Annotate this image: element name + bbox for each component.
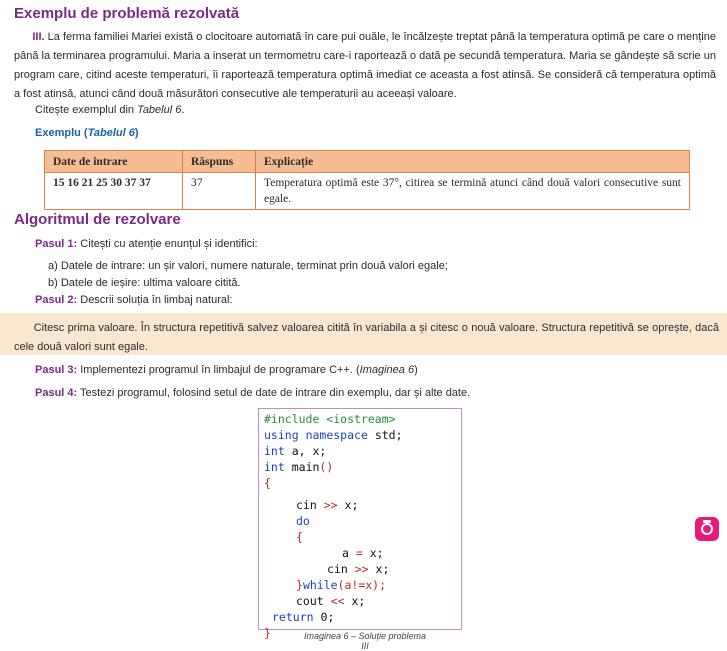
code-kw: int (264, 460, 285, 474)
algorithm-heading: Algoritmul de rezolvare (14, 211, 181, 228)
code-id: main (291, 460, 320, 474)
problem-number: III. (32, 31, 45, 43)
read-example-suffix: . (181, 104, 185, 116)
step-1 (35, 237, 258, 251)
code-line (296, 593, 365, 609)
code-id: std; (374, 428, 403, 442)
code-op: { (296, 530, 303, 544)
code-line (342, 545, 384, 561)
code-op: = (355, 546, 363, 560)
step-2-label: Pasul 2: (35, 294, 78, 306)
code-id: cout (296, 594, 324, 608)
code-line (272, 609, 334, 625)
code-op: << (330, 594, 345, 608)
table-header-row (45, 151, 690, 173)
code-id: cin (327, 562, 348, 576)
natural-language-band (0, 313, 727, 355)
section-title: Exemplu de problemă rezolvată (14, 5, 240, 22)
image-ref: Imaginea 6 (359, 364, 415, 376)
step-1-text: Citești cu atenție enunțul și identifici: (80, 238, 258, 250)
table-row (45, 173, 690, 210)
code-line (296, 529, 303, 545)
code-op: { (264, 476, 271, 490)
problem-text: La ferma familiei Mariei există o clocitoare automată în care pui ouăle, le încălzește treptat până la temperatura optimă pe care o menține până la terminarea programului. Maria a inserat un termometru care-i raportează o dată pe secundă temperatura. Maria se gândește să scrie un program care, citind aceste temperaturi, îi raportează temperatura optimă imediat ce aceasta a fost atinsă. Se consideră că temperatura optimă a fost atinsă, atunci când două măsurători consecutive ale temperaturii au aceeași valoare. (14, 31, 716, 100)
step-2-text: Descrii soluția în limbaj natural: (80, 294, 233, 306)
step-3-suffix: ) (414, 364, 418, 376)
code-id: a (342, 546, 349, 560)
step-3-label: Pasul 3: (35, 364, 78, 376)
code-kw: namespace (305, 428, 368, 442)
code-kw: while (302, 578, 338, 592)
code-op: >> (323, 498, 338, 512)
step-4 (35, 386, 470, 400)
cell-input: 15 16 21 25 30 37 37 (45, 173, 183, 210)
step-4-text: Testezi programul, folosind setul de date de intrare din exemplu, dar și alte date. (80, 387, 471, 399)
step-1-output: b) Datele de ieșire: ultima valoare citită. (48, 277, 241, 289)
figure-caption: Imaginea 6 – Soluție problema III (303, 631, 427, 651)
step-4-label: Pasul 4: (35, 387, 78, 399)
step-3-text: Implementezi programul în limbajul de programare C++. ( (80, 364, 360, 376)
code-id: 0; (320, 610, 335, 624)
natural-language-text: Citesc prima valoare. În structura repetitivă salvez valoarea citită în variabila a și citesc o nouă valoare. Structura repetitivă se oprește, dacă cele două valori sunt egale. (14, 322, 719, 353)
example-table (44, 150, 690, 210)
code-line (264, 475, 271, 491)
code-op: >> (354, 562, 369, 576)
col-input-header: Date de intrare (45, 151, 183, 173)
step-1-input: a) Datele de intrare: un șir valori, numere naturale, terminat prin două valori egale; (48, 260, 448, 272)
code-id: x; (369, 546, 384, 560)
code-op: (a!=x); (337, 578, 387, 592)
cell-answer: 37 (183, 173, 256, 210)
code-kw: using (264, 428, 299, 442)
code-id: a, x; (291, 444, 327, 458)
code-kw: int (264, 444, 285, 458)
code-op: () (319, 460, 334, 474)
read-example-line (35, 103, 184, 117)
code-id: x; (375, 562, 390, 576)
read-example-prefix: Citește exemplul din (35, 104, 138, 116)
cell-explanation: Temperatura optimă este 37°, citirea se termină atunci când două valori consecutive sunt egale. (256, 173, 690, 210)
code-op: } (264, 626, 271, 640)
code-line (264, 625, 271, 641)
col-answer-header: Răspuns (183, 151, 256, 173)
code-kw: do (296, 514, 310, 528)
table-ref-link: Tabelul 6 (137, 104, 182, 116)
example-label-prefix: Exemplu ( (35, 127, 88, 139)
code-line (296, 497, 358, 513)
code-id: x; (344, 498, 359, 512)
code-line (264, 411, 396, 427)
example-label-suffix: ) (134, 127, 139, 139)
example-label-ref: Tabelul 6 (87, 127, 135, 139)
col-explanation-header: Explicație (256, 151, 690, 173)
step-1-label: Pasul 1: (35, 238, 78, 250)
code-line (264, 427, 403, 443)
camera-lens (701, 523, 713, 535)
code-listing (258, 408, 462, 640)
code-line (264, 443, 326, 459)
example-label (35, 126, 139, 140)
problem-statement (14, 28, 716, 104)
code-id: cin (296, 498, 317, 512)
step-2 (35, 293, 232, 307)
code-line (327, 561, 389, 577)
code-line (296, 513, 310, 529)
code-kw: return (272, 610, 314, 624)
code-include: #include <iostream> (264, 412, 396, 426)
code-id: x; (351, 594, 366, 608)
step-3 (35, 363, 418, 377)
code-line (264, 459, 333, 475)
code-line (296, 577, 386, 593)
code-op: } (296, 578, 303, 592)
camera-icon[interactable] (695, 517, 719, 541)
